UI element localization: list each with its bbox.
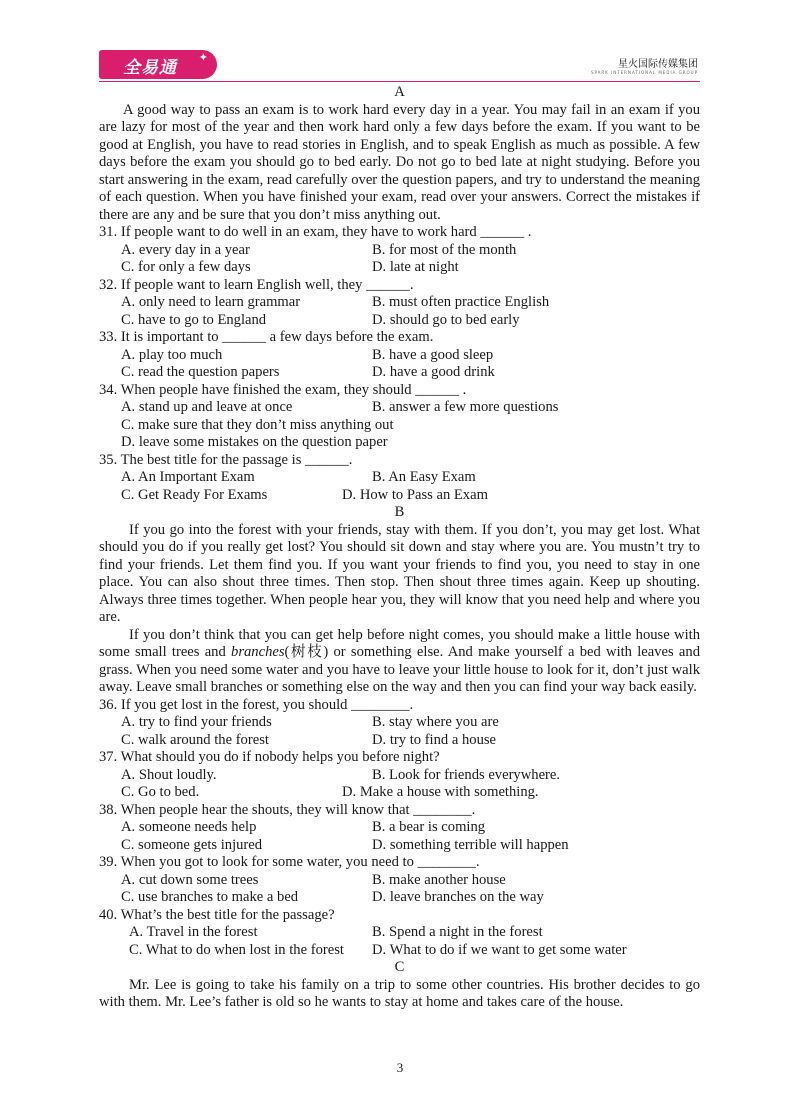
option-a: A. Travel in the forest (129, 924, 258, 940)
logo-text: 全易通 (123, 58, 177, 78)
question-31 (99, 224, 700, 277)
option-b: B. a bear is coming (372, 819, 486, 835)
question-stem: 33. It is important to ______ a few days before the exam. (99, 329, 434, 345)
option-b: B. stay where you are (372, 714, 499, 730)
option-c: C. have to go to England (121, 311, 267, 328)
option-b: B. must often practice English (372, 294, 550, 310)
option-a: A. Shout loudly. (121, 766, 217, 783)
section-a-passage: A good way to pass an exam is to work hard every day in a year. You may fail in an exam if you are lazy for most of the year and then work hard only a few days before the exam. If you want to be good at English, you have to read stories in English, and to speak English as much as possible. A few days before the exam you should go to bed early. Do not go to bed late at night studying. Before you start answering in the exam, read carefully over the question papers, and try to understand the meaning of each question. When you have finished your exam, read over your answers. Correct the mistakes if there are any and be sure that you don’t miss anything out. (99, 101, 700, 223)
option-a: A. cut down some trees (121, 871, 259, 888)
italic-word: branches (231, 644, 285, 660)
question-stem: 32. If people want to learn English well, they ______. (99, 276, 414, 293)
option-b: B. Spend a night in the forest (372, 924, 543, 940)
option-a: A. only need to learn grammar (121, 294, 301, 310)
paragraph-text: (树枝) or something else. And make yourself a bed with leaves and grass. When you need some water and you have to leave your little house to look for it, don’t just walk away. Leave small branches or something else on the way and then you can find your way back easily. (99, 644, 701, 695)
option-b: B. make another house (372, 871, 506, 888)
option-c: C. make sure that they don’t miss anything out (121, 416, 394, 433)
option-c: C. What to do when lost in the forest (129, 941, 344, 958)
publisher-title: 星火国际传媒集团 (618, 59, 698, 70)
star-icon: ✦ (198, 52, 208, 64)
question-stem: 35. The best title for the passage is ______. (99, 451, 353, 468)
option-b: B. for most of the month (372, 241, 517, 258)
section-a-label: A (394, 84, 405, 100)
question-stem: 37. What should you do if nobody helps you before night? (99, 749, 440, 765)
option-d: D. something terrible will happen (372, 836, 569, 853)
option-c: C. read the question papers (121, 364, 280, 380)
option-a: A. every day in a year (121, 241, 250, 258)
section-c-label: C (394, 959, 405, 975)
question-stem: 38. When people hear the shouts, they will know that ________. (99, 801, 476, 818)
option-c: C. walk around the forest (121, 731, 269, 748)
question-stem: 36. If you get lost in the forest, you should ________. (99, 696, 414, 713)
question-35 (99, 452, 700, 505)
question-40 (99, 907, 700, 960)
section-b-paragraph-2 (99, 627, 700, 697)
section-b-label: B (394, 504, 405, 520)
question-stem: 31. If people want to do well in an exam, they have to work hard ______ . (99, 224, 532, 240)
section-b-paragraph-1: If you go into the forest with your friends, stay with them. If you don’t, you may get lost. What should you do if you really get lost? You should sit down and stay where you are. You mustn’t try to find your friends. Let them find you. If you want your friends to find you, you need to stay in one place. You can also shout three times. Then stop. Then shout three times again. Keep up shouting. Always three times together. When people hear you, they will know that you need help and where you are. (99, 521, 700, 625)
question-38 (99, 802, 700, 855)
question-stem: 34. When people have finished the exam, they should ______ . (99, 381, 467, 398)
option-d: D. have a good drink (372, 364, 495, 380)
section-c-passage: Mr. Lee is going to take his family on a trip to some other countries. His brother decides to go with them. Mr. Lee’s father is old so he wants to stay at home and takes care of the house. (99, 976, 700, 1010)
option-b: B. Look for friends everywhere. (372, 766, 561, 783)
question-32 (99, 277, 700, 330)
question-36 (99, 697, 700, 750)
option-c: C. use branches to make a bed (121, 889, 299, 905)
brand-logo (99, 50, 217, 79)
option-a: A. try to find your friends (121, 714, 272, 730)
option-d: D. How to Pass an Exam (342, 486, 488, 503)
option-d: D. What to do if we want to get some water (372, 941, 627, 958)
option-d: D. Make a house with something. (342, 784, 539, 800)
option-d: D. late at night (372, 259, 459, 275)
option-b: B. An Easy Exam (372, 469, 476, 485)
question-37 (99, 749, 700, 802)
paragraph-text: If you don’t think that you can get help before night comes, you should make a little house with some small trees and (99, 626, 700, 660)
option-d: D. should go to bed early (372, 311, 520, 328)
question-stem: 39. When you got to look for some water, you need to ________. (99, 854, 480, 870)
header-divider (99, 81, 700, 82)
option-c: C. Get Ready For Exams (121, 486, 268, 503)
option-a: A. someone needs help (121, 819, 257, 835)
page-number: 3 (396, 1060, 404, 1075)
option-a: A. An Important Exam (121, 469, 255, 485)
option-c: C. someone gets injured (121, 836, 263, 853)
option-b: B. answer a few more questions (372, 399, 559, 415)
question-39 (99, 854, 700, 907)
option-a: A. stand up and leave at once (121, 399, 293, 415)
publisher-name (591, 55, 698, 75)
option-d: D. leave some mistakes on the question paper (121, 434, 388, 450)
option-a: A. play too much (121, 346, 223, 363)
option-c: C. Go to bed. (121, 784, 200, 800)
question-34 (99, 382, 700, 452)
option-d: D. try to find a house (372, 731, 497, 748)
page-header (99, 46, 700, 82)
option-d: D. leave branches on the way (372, 889, 544, 905)
publisher-subtitle: SPARK INTERNATIONAL MEDIA GROUP (590, 70, 698, 75)
option-c: C. for only a few days (121, 259, 251, 275)
option-b: B. have a good sleep (372, 346, 494, 363)
page-content (99, 84, 700, 1012)
question-stem: 40. What’s the best title for the passage? (99, 906, 335, 923)
question-33 (99, 329, 700, 382)
